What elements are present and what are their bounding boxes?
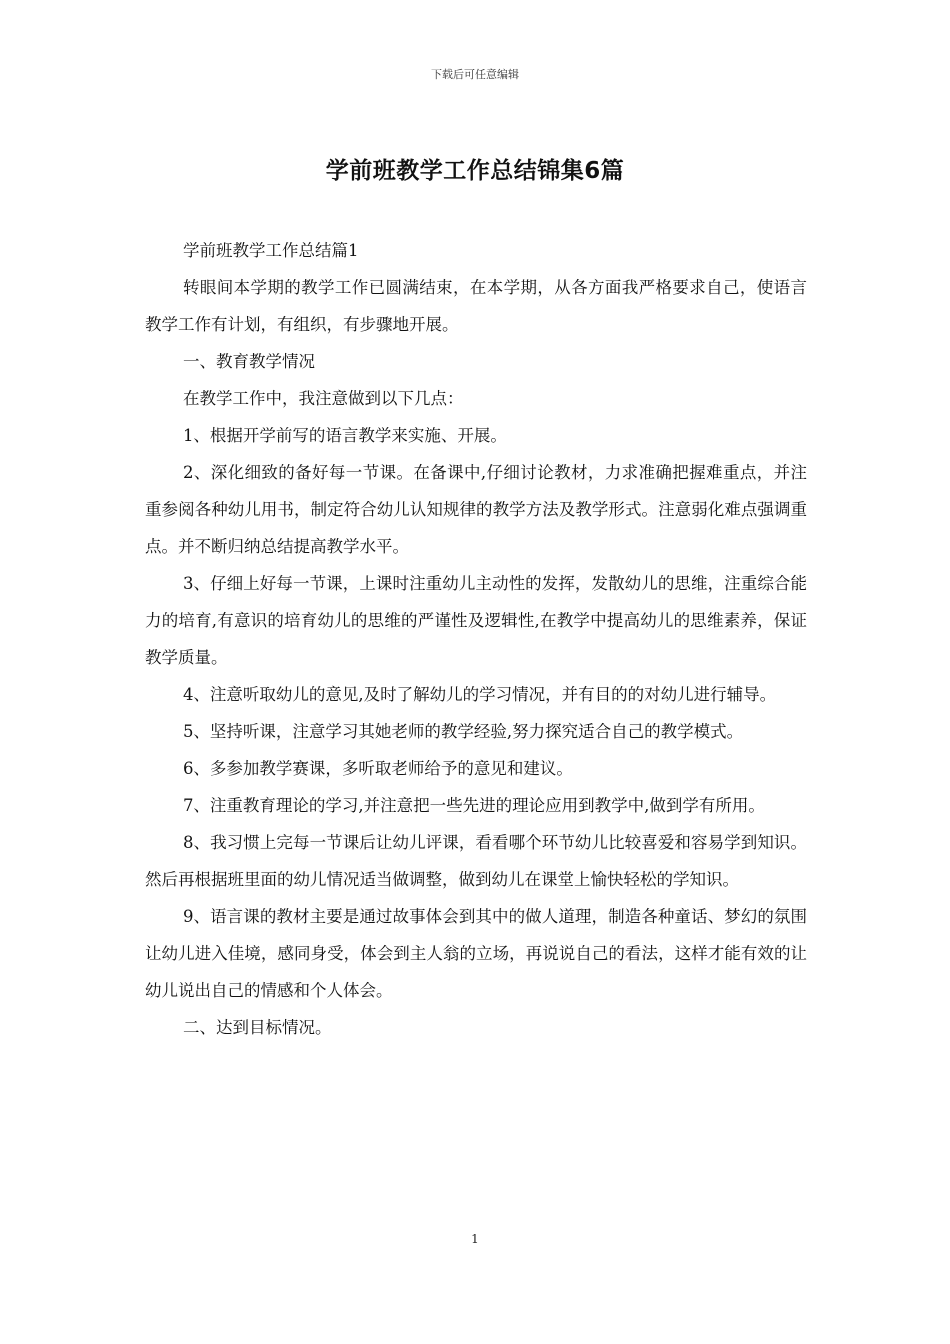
document-title: 学前班教学工作总结锦集6篇 [325,158,625,184]
list-item: 1、根据开学前写的语言教学来实施、开展。 [182,426,507,445]
list-item: 6、多参加教学赛课，多听取老师给予的意见和建议。 [182,759,573,778]
list-item: 8、我习惯上完每一节课后让幼儿评课，看看哪个环节幼儿比较喜爱和容易学到知识。然后再根据班里面的幼儿情况适当做调整，做到幼儿在课堂上愉快轻松的学知识。 [145,833,807,889]
list-item: 9、语言课的教材主要是通过故事体会到其中的做人道理，制造各种童话、梦幻的氛围让幼儿进入佳境，感同身受，体会到主人翁的立场，再说说自己的看法，这样才能有效的让幼儿说出自己的情感和个人体会。 [145,907,807,1000]
section-heading: 二、达到目标情况。 [182,1018,332,1037]
list-item: 2、深化细致的备好每一节课。在备课中,仔细讨论教材，力求准确把握难重点，并注重参阅各种幼儿用书，制定符合幼儿认知规律的教学方法及教学形式。注意弱化难点强调重点。并不断归纳总结提高教学水平。 [145,463,807,556]
list-item: 5、坚持听课，注意学习其她老师的教学经验,努力探究适合自己的教学模式。 [182,722,744,741]
list-item: 3、仔细上好每一节课，上课时注重幼儿主动性的发挥，发散幼儿的思维，注重综合能力的培育,有意识的培育幼儿的思维的严谨性及逻辑性,在教学中提高幼儿的思维素养，保证教学质量。 [145,574,807,667]
document-body [145,232,807,1046]
page-number: 1 [471,1232,479,1246]
paragraph: 转眼间本学期的教学工作已圆满结束，在本学期，从各方面我严格要求自己，使语言教学工作有计划，有组织，有步骤地开展。 [145,278,807,334]
section-heading: 学前班教学工作总结篇1 [182,241,359,260]
paragraph: 在教学工作中，我注意做到以下几点： [182,389,464,408]
list-item: 4、注意听取幼儿的意见,及时了解幼儿的学习情况，并有目的的对幼儿进行辅导。 [182,685,777,704]
header-note: 下载后可任意编辑 [431,68,519,81]
list-item: 7、注重教育理论的学习,并注意把一些先进的理论应用到教学中,做到学有所用。 [182,796,765,815]
section-heading: 一、教育教学情况 [182,352,315,371]
